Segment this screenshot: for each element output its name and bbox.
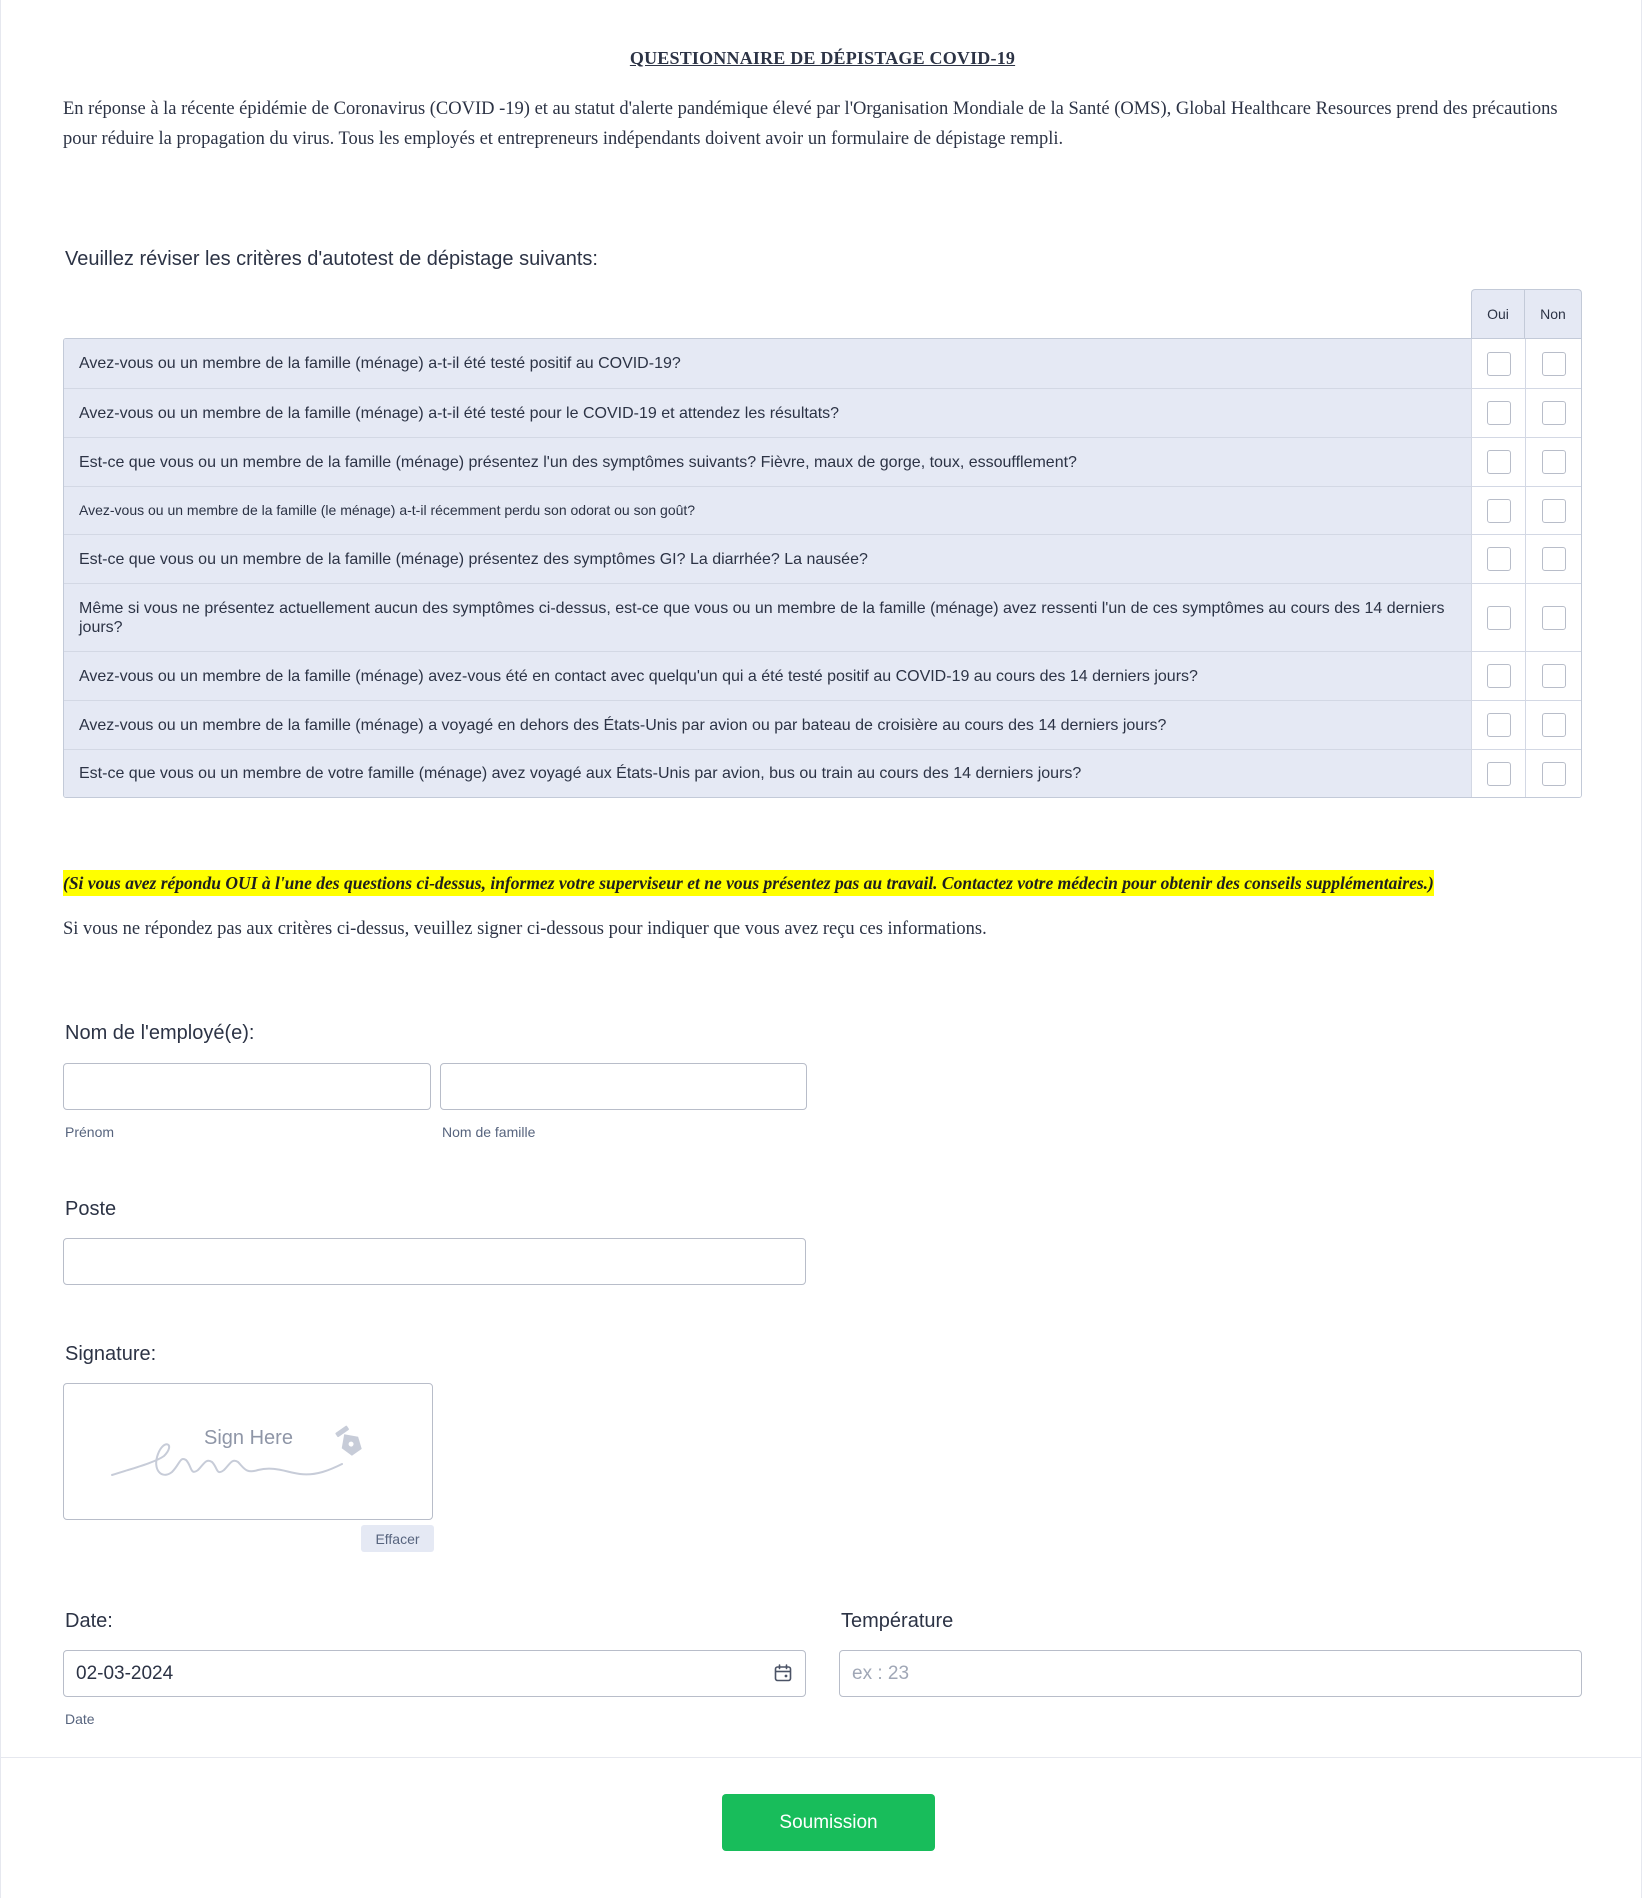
non-cell xyxy=(1525,535,1581,583)
last-name-sublabel: Nom de famille xyxy=(442,1124,536,1140)
pen-icon xyxy=(333,1424,365,1458)
non-checkbox[interactable] xyxy=(1542,664,1566,688)
oui-checkbox[interactable] xyxy=(1487,606,1511,630)
non-checkbox[interactable] xyxy=(1542,450,1566,474)
oui-cell xyxy=(1471,750,1525,797)
signature-instructions: Si vous ne répondez pas aux critères ci-dessus, veuillez signer ci-dessous pour indiquer que vous avez reçu ces informations. xyxy=(63,919,987,939)
temperature-input[interactable] xyxy=(839,1650,1582,1697)
non-checkbox[interactable] xyxy=(1542,713,1566,737)
non-cell xyxy=(1525,389,1581,437)
oui-cell xyxy=(1471,487,1525,534)
form-title: QUESTIONNAIRE DE DÉPISTAGE COVID-19 xyxy=(629,48,1016,68)
screening-matrix xyxy=(63,289,1582,798)
intro-paragraph: En réponse à la récente épidémie de Coronavirus (COVID -19) et au statut d'alerte pandémique élevé par l'Organisation Mondiale de la Santé (OMS), Global Healthcare Resources prend des précautions pour réduire la propagation du virus. Tous les employés et entrepreneurs indépendants doivent avoir un formulaire de dépistage rempli. xyxy=(63,99,1558,149)
non-cell xyxy=(1525,487,1581,534)
clear-signature-button[interactable]: Effacer xyxy=(361,1525,434,1552)
oui-checkbox[interactable] xyxy=(1487,499,1511,523)
employee-name-label: Nom de l'employé(e): xyxy=(65,1022,255,1044)
matrix-row xyxy=(64,700,1581,749)
oui-cell xyxy=(1471,339,1525,388)
oui-checkbox[interactable] xyxy=(1487,762,1511,786)
last-name-input[interactable] xyxy=(440,1063,807,1110)
matrix-row xyxy=(64,437,1581,486)
non-checkbox[interactable] xyxy=(1542,401,1566,425)
oui-cell xyxy=(1471,584,1525,651)
matrix-row-question: Est-ce que vous ou un membre de la famille (ménage) présentez des symptômes GI? La diarrhée? La nausée? xyxy=(64,535,1471,583)
calendar-icon[interactable] xyxy=(773,1663,793,1683)
warning-notice: (Si vous avez répondu OUI à l'une des questions ci-dessus, informez votre superviseur et ne vous présentez pas au travail. Contactez votre médecin pour obtenir des conseils supplémentaires.) xyxy=(63,870,1434,896)
oui-checkbox[interactable] xyxy=(1487,713,1511,737)
matrix-row xyxy=(64,749,1581,797)
matrix-header xyxy=(63,289,1582,338)
non-checkbox[interactable] xyxy=(1542,606,1566,630)
first-name-input[interactable] xyxy=(63,1063,431,1110)
first-name-sublabel: Prénom xyxy=(65,1124,115,1140)
signature-pad[interactable] xyxy=(63,1383,433,1520)
non-cell xyxy=(1525,584,1581,651)
oui-checkbox[interactable] xyxy=(1487,664,1511,688)
footer-divider xyxy=(1,1757,1642,1758)
non-cell xyxy=(1525,701,1581,749)
column-header-oui: Oui xyxy=(1471,289,1525,338)
matrix-row xyxy=(64,339,1581,388)
date-label: Date: xyxy=(65,1610,113,1632)
submit-button[interactable]: Soumission xyxy=(722,1794,935,1851)
date-sublabel: Date xyxy=(65,1711,95,1727)
signature-placeholder: Sign Here xyxy=(204,1427,293,1449)
signature-label: Signature: xyxy=(65,1343,157,1365)
matrix-body xyxy=(63,338,1582,798)
matrix-row xyxy=(64,583,1581,651)
oui-cell xyxy=(1471,389,1525,437)
non-checkbox[interactable] xyxy=(1542,547,1566,571)
non-checkbox[interactable] xyxy=(1542,499,1566,523)
non-cell xyxy=(1525,652,1581,700)
matrix-row-question: Est-ce que vous ou un membre de la famille (ménage) présentez l'un des symptômes suivants? Fièvre, maux de gorge, toux, essoufflement? xyxy=(64,438,1471,486)
temperature-label: Température xyxy=(841,1610,954,1632)
oui-checkbox[interactable] xyxy=(1487,352,1511,376)
matrix-row xyxy=(64,534,1581,583)
matrix-row-question: Est-ce que vous ou un membre de votre famille (ménage) avez voyagé aux États-Unis par avion, bus ou train au cours des 14 derniers jours? xyxy=(64,750,1471,797)
matrix-row-question: Avez-vous ou un membre de la famille (ménage) a voyagé en dehors des États-Unis par avion ou par bateau de croisière au cours des 14 derniers jours? xyxy=(64,701,1471,749)
oui-cell xyxy=(1471,438,1525,486)
matrix-row-question: Avez-vous ou un membre de la famille (ménage) avez-vous été en contact avec quelqu'un qui a été testé positif au COVID-19 au cours des 14 derniers jours? xyxy=(64,652,1471,700)
oui-checkbox[interactable] xyxy=(1487,401,1511,425)
date-input[interactable] xyxy=(63,1650,806,1697)
non-cell xyxy=(1525,438,1581,486)
matrix-row-question: Avez-vous ou un membre de la famille (ménage) a-t-il été testé positif au COVID-19? xyxy=(64,339,1471,388)
oui-cell xyxy=(1471,535,1525,583)
date-field xyxy=(63,1650,806,1697)
matrix-row xyxy=(64,388,1581,437)
non-checkbox[interactable] xyxy=(1542,352,1566,376)
matrix-row-question: Avez-vous ou un membre de la famille (ménage) a-t-il été testé pour le COVID-19 et attendez les résultats? xyxy=(64,389,1471,437)
matrix-row xyxy=(64,651,1581,700)
oui-cell xyxy=(1471,652,1525,700)
matrix-row-question: Avez-vous ou un membre de la famille (le ménage) a-t-il récemment perdu son odorat ou son goût? xyxy=(64,487,1471,534)
matrix-question-label: Veuillez réviser les critères d'autotest de dépistage suivants: xyxy=(65,248,598,270)
position-label: Poste xyxy=(65,1198,117,1220)
non-checkbox[interactable] xyxy=(1542,762,1566,786)
column-header-non: Non xyxy=(1524,289,1582,338)
oui-checkbox[interactable] xyxy=(1487,547,1511,571)
matrix-row-question: Même si vous ne présentez actuellement aucun des symptômes ci-dessus, est-ce que vous ou un membre de la famille (ménage) avez ressenti l'un de ces symptômes au cours des 14 derniers jours? xyxy=(64,584,1471,651)
signature-scribble-icon xyxy=(64,1384,434,1521)
non-cell xyxy=(1525,339,1581,388)
oui-checkbox[interactable] xyxy=(1487,450,1511,474)
matrix-row xyxy=(64,486,1581,534)
non-cell xyxy=(1525,750,1581,797)
oui-cell xyxy=(1471,701,1525,749)
position-input[interactable] xyxy=(63,1238,806,1285)
